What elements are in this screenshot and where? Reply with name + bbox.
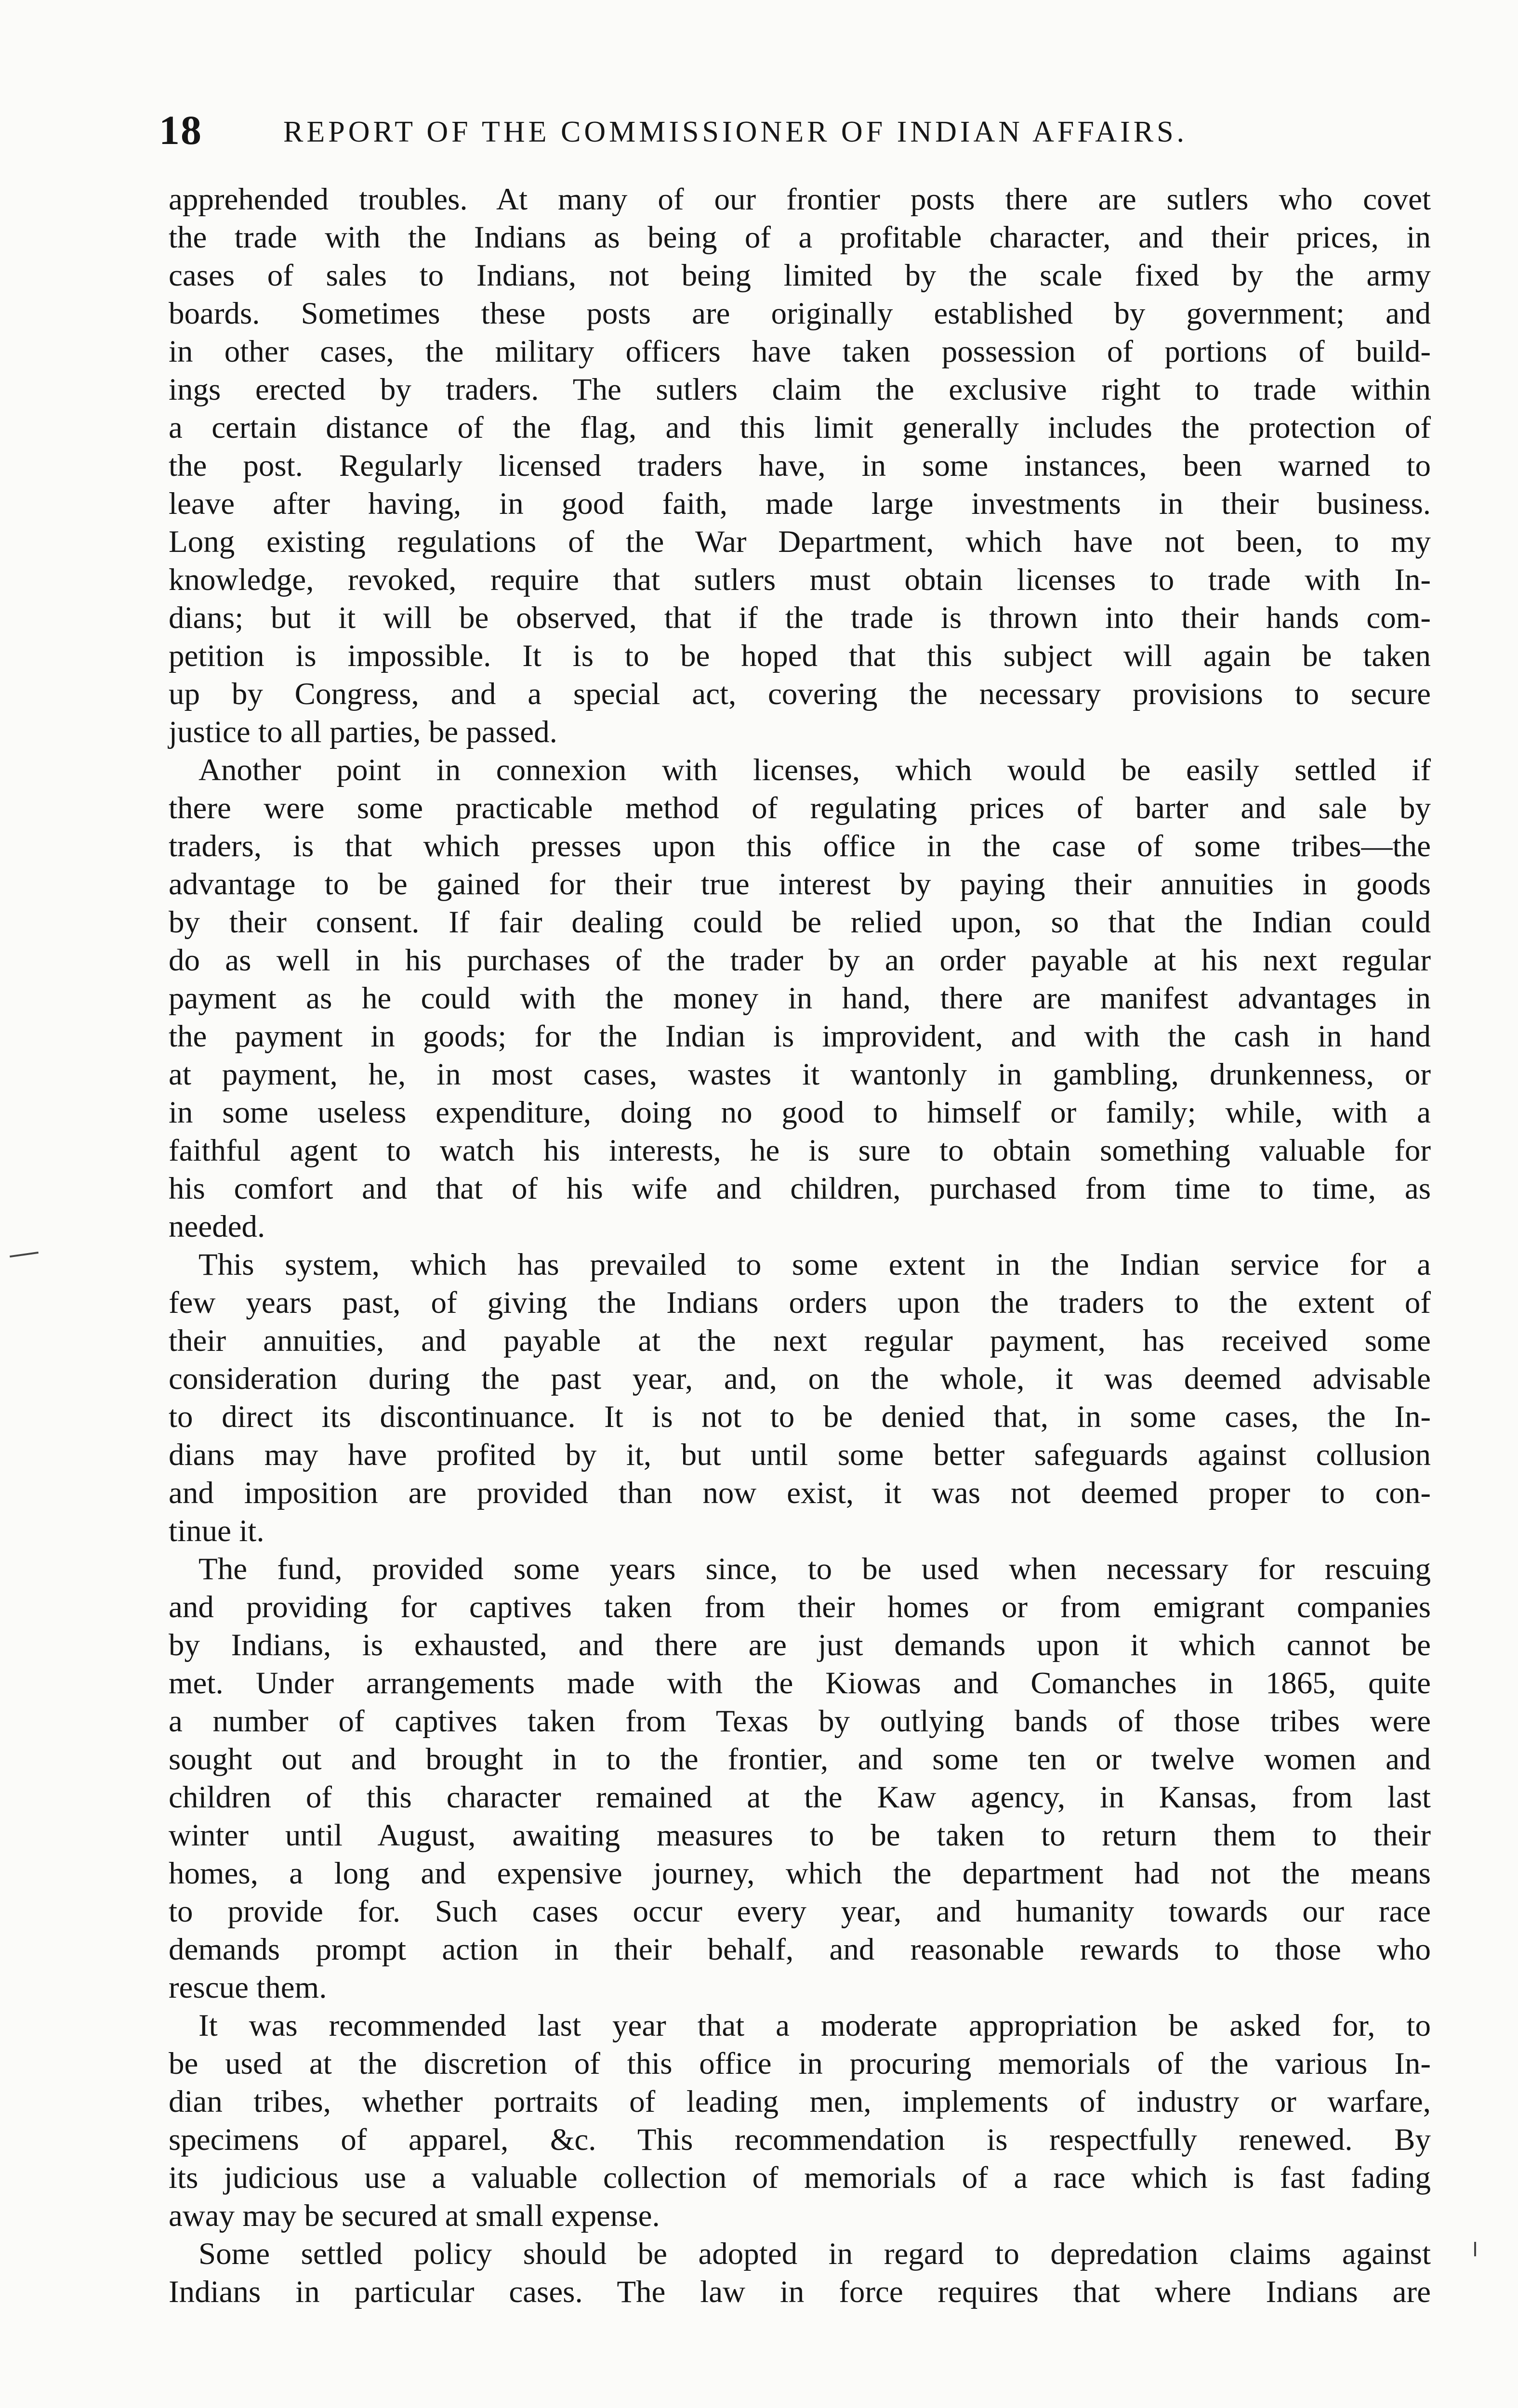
text-line: met. Under arrangements made with the Kiowas and Comanches in 1865, quite bbox=[169, 1666, 1431, 1701]
text-line: a number of captives taken from Texas by outlying bands of those tribes were bbox=[169, 1704, 1431, 1739]
text-line: the trade with the Indians as being of a profitable character, and their prices, in bbox=[169, 220, 1431, 255]
text-line: ings erected by traders. The sutlers claim the exclusive right to trade within bbox=[169, 372, 1431, 407]
text-line: petition is impossible. It is to be hoped that this subject will again be taken bbox=[169, 639, 1431, 673]
text-line: Indians in particular cases. The law in force requires that where Indians are bbox=[169, 2275, 1431, 2309]
text-line: by Indians, is exhausted, and there are just demands upon it which cannot be bbox=[169, 1628, 1431, 1662]
text-line: needed. bbox=[169, 1209, 265, 1244]
text-line: the post. Regularly licensed traders have, in some instances, been warned to bbox=[169, 448, 1431, 483]
text-line: dians may have profited by it, but until some better safeguards against collusion bbox=[169, 1438, 1431, 1472]
text-line: tinue it. bbox=[169, 1514, 264, 1548]
text-line: traders, is that which presses upon this office in the case of some tribes—the bbox=[169, 829, 1431, 864]
text-line: at payment, he, in most cases, wastes it wantonly in gambling, drunkenness, or bbox=[169, 1057, 1431, 1092]
text-line: its judicious use a valuable collection of memorials of a race which is fast fading bbox=[169, 2160, 1431, 2195]
margin-pen-mark bbox=[10, 1252, 39, 1257]
text-line: payment as he could with the money in hand, there are manifest advantages in bbox=[169, 981, 1431, 1016]
text-line: and imposition are provided than now exist, it was not deemed proper to con- bbox=[169, 1476, 1431, 1510]
text-line: Another point in connexion with licenses, which would be easily settled if bbox=[198, 753, 1431, 787]
paragraph-5 bbox=[169, 2007, 1431, 2235]
text-line: a certain distance of the flag, and this limit generally includes the protection of bbox=[169, 410, 1431, 445]
text-line: Some settled policy should be adopted in regard to depredation claims against bbox=[198, 2237, 1431, 2271]
text-line: up by Congress, and a special act, covering the necessary provisions to secure bbox=[169, 677, 1431, 711]
paragraph-4 bbox=[169, 1550, 1431, 2007]
running-head: REPORT OF THE COMMISSIONER OF INDIAN AFFAIRS. bbox=[283, 116, 1188, 148]
text-line: It was recommended last year that a moderate appropriation be asked for, to bbox=[198, 2008, 1431, 2043]
text-line: there were some practicable method of regulating prices of barter and sale by bbox=[169, 791, 1431, 825]
body-text bbox=[169, 181, 1431, 2311]
text-line: This system, which has prevailed to some extent in the Indian service for a bbox=[198, 1247, 1431, 1282]
text-line: leave after having, in good faith, made large investments in their business. bbox=[169, 486, 1431, 521]
paragraph-6 bbox=[169, 2235, 1431, 2311]
text-line: cases of sales to Indians, not being limited by the scale fixed by the army bbox=[169, 258, 1431, 293]
text-line: apprehended troubles. At many of our frontier posts there are sutlers who covet bbox=[169, 182, 1431, 217]
text-line: winter until August, awaiting measures to be taken to return them to their bbox=[169, 1818, 1431, 1853]
text-line: The fund, provided some years since, to be used when necessary for rescuing bbox=[198, 1552, 1431, 1586]
text-line: in other cases, the military officers have taken possession of portions of build- bbox=[169, 334, 1431, 369]
text-line: rescue them. bbox=[169, 1970, 327, 2005]
text-line: do as well in his purchases of the trader by an order payable at his next regular bbox=[169, 943, 1431, 978]
text-line: justice to all parties, be passed. bbox=[169, 715, 557, 749]
paragraph-1 bbox=[169, 181, 1431, 751]
text-line: advantage to be gained for their true interest by paying their annuities in goods bbox=[169, 867, 1431, 902]
text-line: consideration during the past year, and, on the whole, it was deemed advisable bbox=[169, 1361, 1431, 1396]
page-header bbox=[159, 104, 1359, 157]
text-line: his comfort and that of his wife and children, purchased from time to time, as bbox=[169, 1171, 1431, 1206]
text-line: faithful agent to watch his interests, he is sure to obtain something valuable for bbox=[169, 1133, 1431, 1168]
paragraph-2 bbox=[169, 751, 1431, 1246]
text-line: specimens of apparel, &c. This recommendation is respectfully renewed. By bbox=[169, 2122, 1431, 2157]
text-line: away may be secured at small expense. bbox=[169, 2199, 660, 2233]
text-line: knowledge, revoked, require that sutlers must obtain licenses to trade with In- bbox=[169, 563, 1431, 597]
text-line: demands prompt action in their behalf, and reasonable rewards to those who bbox=[169, 1932, 1431, 1967]
page-number: 18 bbox=[159, 107, 202, 153]
text-line: the payment in goods; for the Indian is improvident, and with the cash in hand bbox=[169, 1019, 1431, 1054]
text-line: sought out and brought in to the frontier, and some ten or twelve women and bbox=[169, 1742, 1431, 1777]
text-line: dian tribes, whether portraits of leading men, implements of industry or warfare, bbox=[169, 2084, 1431, 2119]
text-line: boards. Sometimes these posts are originally established by government; and bbox=[169, 296, 1431, 331]
text-line: Long existing regulations of the War Department, which have not been, to my bbox=[169, 524, 1431, 559]
text-line: children of this character remained at the Kaw agency, in Kansas, from last bbox=[169, 1780, 1431, 1815]
margin-pen-mark bbox=[1474, 2242, 1476, 2256]
text-line: and providing for captives taken from their homes or from emigrant companies bbox=[169, 1590, 1431, 1624]
text-line: homes, a long and expensive journey, which the department had not the means bbox=[169, 1856, 1431, 1891]
text-line: their annuities, and payable at the next regular payment, has received some bbox=[169, 1323, 1431, 1358]
text-line: by their consent. If fair dealing could be relied upon, so that the Indian could bbox=[169, 905, 1431, 940]
paragraph-3 bbox=[169, 1246, 1431, 1550]
text-line: in some useless expenditure, doing no good to himself or family; while, with a bbox=[169, 1095, 1431, 1130]
text-line: dians; but it will be observed, that if the trade is thrown into their hands com- bbox=[169, 601, 1431, 635]
text-line: to direct its discontinuance. It is not to be denied that, in some cases, the In- bbox=[169, 1400, 1431, 1434]
text-line: to provide for. Such cases occur every year, and humanity towards our race bbox=[169, 1894, 1431, 1929]
text-line: few years past, of giving the Indians orders upon the traders to the extent of bbox=[169, 1285, 1431, 1320]
text-line: be used at the discretion of this office in procuring memorials of the various In- bbox=[169, 2046, 1431, 2081]
